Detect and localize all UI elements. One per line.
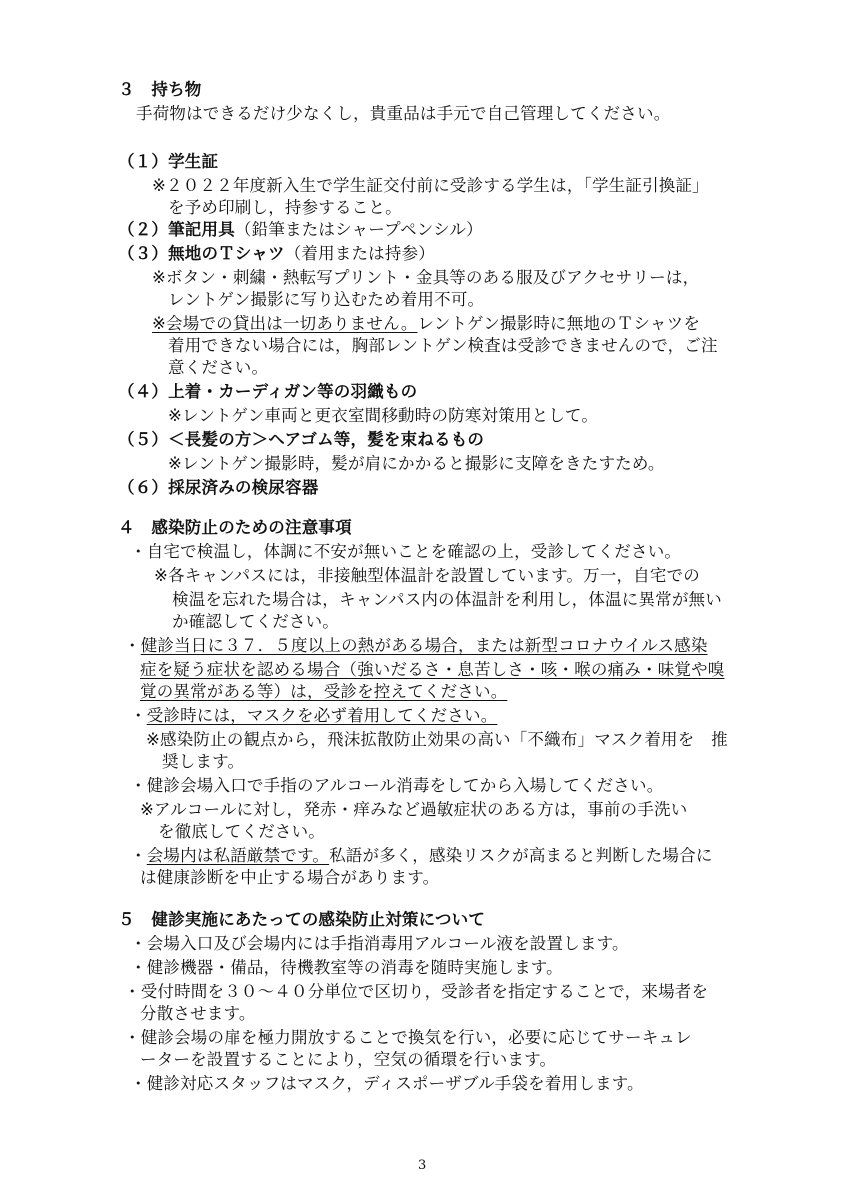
section-3-heading: ３ 持ち物 xyxy=(118,80,202,99)
no-rental-notice: ※会場での貸出は一切ありません。 xyxy=(152,314,418,333)
item-5-heading xyxy=(118,428,484,452)
item-1-number: （１） xyxy=(118,152,169,171)
item-3-number: （３） xyxy=(118,244,169,263)
item-2-number: （２） xyxy=(118,220,169,239)
item-2-heading xyxy=(118,218,483,242)
bullet: ・ xyxy=(130,846,147,865)
section-5-line: ・会場入口及び会場内には手指消毒用アルコール液を設置します。 xyxy=(130,934,629,953)
section-4-line: 奨します。 xyxy=(162,752,245,771)
item-3-heading xyxy=(118,242,435,266)
item-5-note-line: ※レントゲン撮影時，髪が肩にかかると撮影に支障をきたすため。 xyxy=(168,454,665,473)
section-5-line: ・健診会場の扉を極力開放することで換気を行い，必要に応じてサーキュレ xyxy=(124,1028,692,1047)
section-5-line: ・受付時間を３０～４０分単位で区切り，受診者を指定することで，来場者を xyxy=(124,982,709,1001)
item-2-suffix: （鉛筆またはシャープペンシル） xyxy=(234,220,483,239)
item-6-number: （６） xyxy=(118,478,169,497)
section-5-line: ーターを設置することにより，空気の循環を行います。 xyxy=(140,1050,557,1069)
section-5-line: ・健診機器・備品，待機教室等の消毒を随時実施します。 xyxy=(130,958,563,977)
item-1-note-line: ※２０２２年度新入生で学生証交付前に受診する学生は，「学生証引換証」 xyxy=(152,176,709,195)
item-1-title: 学生証 xyxy=(168,152,219,171)
item-4-heading xyxy=(118,380,417,404)
item-1-heading xyxy=(118,150,218,174)
bullet: ・ xyxy=(124,636,141,655)
fever-warning: 健診当日に３７．５度以上の熱がある場合，または新型コロナウイルス感染 xyxy=(140,636,708,655)
item-4-note-line: ※レントゲン車両と更衣室間移動時の防寒対策用として。 xyxy=(168,406,599,425)
section-5-line: ・健診対応スタッフはマスク，ディスポーザブル手袋を着用します。 xyxy=(130,1074,644,1093)
item-5-title: ＜長髪の方＞ヘアゴム等，髪を束ねるもの xyxy=(168,430,485,449)
item-3-note2-rest: レントゲン撮影時に無地のＴシャツを xyxy=(417,314,701,333)
item-3-note-line: ※ボタン・刺繍・熱転写プリント・金具等のある服及びアクセサリーは， xyxy=(152,268,700,287)
silence-line-rest: 私語が多く，感染リスクが高まると判断した場合に xyxy=(329,846,713,865)
section-4-fever-line: 症を疑う症状を認める場合（強いだるさ・息苦しさ・咳・喉の痛み・味覚や嗅 xyxy=(140,660,725,679)
item-6-heading xyxy=(118,476,318,500)
no-talking-notice: 会場内は私語厳禁です。 xyxy=(146,846,330,865)
section-4-line: か確認してください。 xyxy=(172,612,339,631)
section-5-heading: ５ 健診実施にあたっての感染防止対策について xyxy=(118,910,486,929)
section-4-mask-line xyxy=(130,704,497,728)
item-4-title: 上着・カーディガン等の羽織もの xyxy=(168,382,418,401)
item-3-note2-line: 意ください。 xyxy=(168,358,269,377)
item-1-note-line: を予め印刷し，持参すること。 xyxy=(168,198,402,217)
bullet: ・ xyxy=(130,706,147,725)
section-4-line: を徹底してください。 xyxy=(158,822,325,841)
section-5-line: 分散させます。 xyxy=(140,1004,256,1023)
item-6-title: 採尿済みの検尿容器 xyxy=(168,478,319,497)
section-4-line: ・自宅で検温し，体調に不安が無いことを確認の上，受診してください。 xyxy=(130,542,682,561)
section-4-fever-line: 覚の異常がある等）は，受診を控えてください。 xyxy=(140,682,508,701)
section-4-line: は健康診断を中止する場合があります。 xyxy=(140,868,440,887)
section-4-fever-line xyxy=(124,634,708,658)
item-3-note-line: レントゲン撮影に写り込むため着用不可。 xyxy=(168,290,485,309)
section-4-line: ※感染防止の観点から，飛沫拡散防止効果の高い「不織布」マスク着用を 推 xyxy=(146,730,728,749)
section-4-silence-line xyxy=(130,844,713,868)
mask-requirement: 受診時には，マスクを必ず着用してください。 xyxy=(146,706,498,725)
section-4-line: ※各キャンパスには，非接触型体温計を設置しています。万一，自宅での xyxy=(154,566,700,585)
section-3-intro: 手荷物はできるだけ少なくし，貴重品は手元で自己管理してください。 xyxy=(136,104,671,123)
item-3-note2-line xyxy=(152,312,700,336)
item-3-suffix: （着用または持参） xyxy=(284,244,435,263)
section-4-line: 検温を忘れた場合は，キャンパス内の体温計を利用し，体温に異常が無い xyxy=(172,590,722,609)
section-4-line: ・健診会場入口で手指のアルコール消毒をしてから入場してください。 xyxy=(130,776,664,795)
item-3-note2-line: 着用できない場合には，胸部レントゲン検査は受診できませんので，ご注 xyxy=(168,336,718,355)
item-3-title: 無地のＴシャツ xyxy=(168,244,285,263)
item-2-title: 筆記用具 xyxy=(168,220,235,239)
page-number: 3 xyxy=(418,1158,427,1173)
section-4-line: ※アルコールに対し，発赤・痒みなど過敏症状のある方は，事前の手洗い xyxy=(140,800,688,819)
item-4-number: （４） xyxy=(118,382,169,401)
section-4-heading: ４ 感染防止のための注意事項 xyxy=(118,518,352,537)
item-5-number: （５） xyxy=(118,430,169,449)
